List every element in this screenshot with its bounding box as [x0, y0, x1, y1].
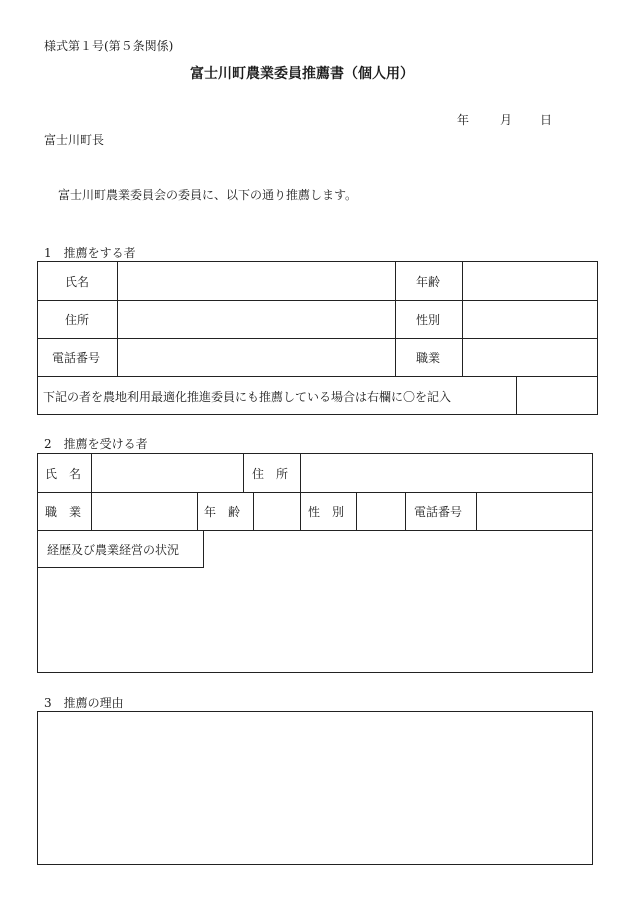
nominee-address-label: 住 所	[252, 467, 289, 481]
recommender-table	[37, 261, 598, 415]
nominee-age-label: 年 齢	[204, 505, 241, 519]
nominee-address-field[interactable]	[301, 454, 593, 492]
intro-text: 富士川町農業委員会の委員に、以下の通り推薦します。	[58, 188, 358, 202]
nominee-age-field[interactable]	[254, 493, 300, 530]
recommender-phone-label: 電話番号	[52, 351, 101, 365]
recommender-phone-field[interactable]	[118, 339, 395, 376]
recommender-occupation-field[interactable]	[463, 339, 598, 376]
date-month-label: 月	[500, 113, 513, 127]
nominee-phone-field[interactable]	[477, 493, 593, 530]
nominee-gender-field[interactable]	[357, 493, 405, 530]
career-field[interactable]	[38, 569, 593, 673]
recommender-gender-field[interactable]	[463, 301, 598, 338]
section3-heading: 3 推薦の理由	[44, 696, 124, 710]
nominee-occupation-label: 職 業	[45, 505, 82, 519]
nominee-phone-label: 電話番号	[414, 505, 463, 519]
addressee: 富士川町長	[44, 133, 105, 147]
nominee-name-field[interactable]	[92, 454, 243, 492]
promotion-committee-note: 下記の者を農地利用最適化推進委員にも推薦している場合は右欄に〇を記入	[43, 390, 452, 404]
recommender-age-field[interactable]	[463, 262, 598, 300]
nominee-gender-label: 性 別	[308, 505, 345, 519]
page-title: 富士川町農業委員推薦書（個人用）	[190, 66, 414, 82]
nominee-name-label: 氏 名	[45, 467, 82, 481]
recommender-occupation-label: 職業	[416, 351, 441, 365]
recommender-gender-label: 性別	[416, 313, 441, 327]
recommender-address-label: 住所	[65, 313, 90, 327]
date-year-label: 年	[457, 113, 470, 127]
nominee-occupation-field[interactable]	[92, 493, 197, 530]
promotion-committee-mark-field[interactable]	[517, 377, 598, 415]
recommender-address-field[interactable]	[118, 301, 395, 338]
recommender-name-label: 氏名	[65, 275, 90, 289]
career-label: 経歴及び農業経営の状況	[47, 543, 180, 557]
recommender-name-field[interactable]	[118, 262, 395, 300]
recommender-age-label: 年齢	[416, 275, 441, 289]
nominee-table	[37, 453, 593, 673]
reason-box[interactable]	[37, 711, 593, 865]
form-number: 様式第１号(第５条関係)	[44, 39, 174, 53]
date-day-label: 日	[540, 113, 553, 127]
section1-heading: 1 推薦をする者	[44, 246, 136, 260]
section2-heading: 2 推薦を受ける者	[44, 437, 148, 451]
